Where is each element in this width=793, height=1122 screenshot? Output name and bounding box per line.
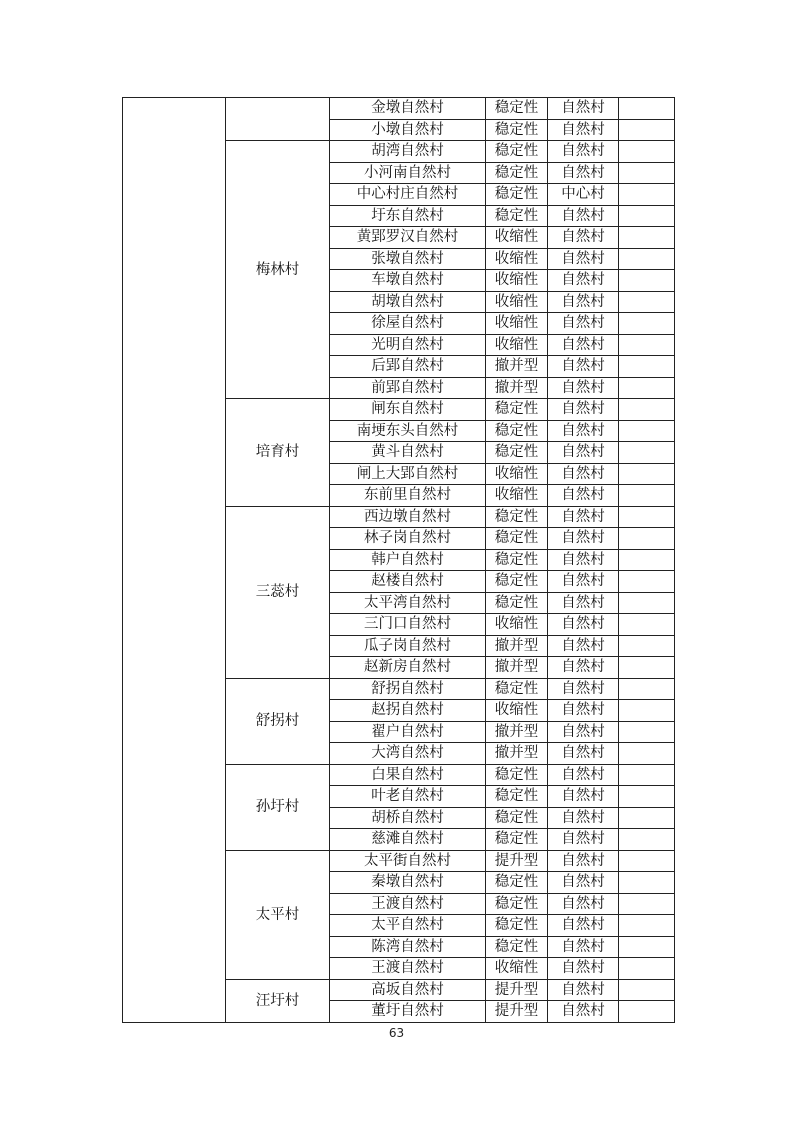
village-name-cell: 赵拐自然村 xyxy=(330,700,486,722)
village-name-cell: 太平街自然村 xyxy=(330,850,486,872)
village-type-cell: 稳定性 xyxy=(486,592,548,614)
village-name-cell: 闸东自然村 xyxy=(330,399,486,421)
village-category-cell: 自然村 xyxy=(548,893,619,915)
village-category-cell: 自然村 xyxy=(548,205,619,227)
notes-cell xyxy=(619,528,675,550)
village-type-cell: 提升型 xyxy=(486,1001,548,1023)
village-name-cell: 舒拐自然村 xyxy=(330,678,486,700)
village-name-cell: 叶老自然村 xyxy=(330,786,486,808)
village-category-cell: 自然村 xyxy=(548,291,619,313)
village-type-cell: 收缩性 xyxy=(486,485,548,507)
village-category-cell: 自然村 xyxy=(548,614,619,636)
notes-cell xyxy=(619,205,675,227)
village-name-cell: 金墩自然村 xyxy=(330,98,486,120)
village-category-cell: 自然村 xyxy=(548,356,619,378)
notes-cell xyxy=(619,184,675,206)
village-planning-table xyxy=(122,97,675,1023)
notes-cell xyxy=(619,399,675,421)
village-category-cell: 自然村 xyxy=(548,442,619,464)
village-category-cell: 自然村 xyxy=(548,334,619,356)
notes-cell xyxy=(619,764,675,786)
village-category-cell: 自然村 xyxy=(548,162,619,184)
village-category-cell: 自然村 xyxy=(548,528,619,550)
notes-cell xyxy=(619,786,675,808)
notes-cell xyxy=(619,377,675,399)
village-type-cell: 稳定性 xyxy=(486,506,548,528)
village-category-cell: 自然村 xyxy=(548,377,619,399)
village-category-cell: 自然村 xyxy=(548,979,619,1001)
village-type-cell: 稳定性 xyxy=(486,205,548,227)
village-name-cell: 南埂东头自然村 xyxy=(330,420,486,442)
village-type-cell: 收缩性 xyxy=(486,958,548,980)
village-type-cell: 稳定性 xyxy=(486,915,548,937)
village-name-cell: 东前里自然村 xyxy=(330,485,486,507)
notes-cell xyxy=(619,356,675,378)
village-type-cell: 收缩性 xyxy=(486,270,548,292)
village-name-cell: 后郢自然村 xyxy=(330,356,486,378)
village-planning-table-container xyxy=(122,97,675,1023)
village-category-cell: 自然村 xyxy=(548,420,619,442)
village-category-cell: 自然村 xyxy=(548,549,619,571)
notes-cell xyxy=(619,829,675,851)
village-category-cell: 自然村 xyxy=(548,313,619,335)
village-name-cell: 胡桥自然村 xyxy=(330,807,486,829)
village-category-cell: 自然村 xyxy=(548,571,619,593)
village-name-cell: 翟户自然村 xyxy=(330,721,486,743)
notes-cell xyxy=(619,743,675,765)
village-name-cell: 前郢自然村 xyxy=(330,377,486,399)
village-type-cell: 收缩性 xyxy=(486,291,548,313)
village-category-cell: 自然村 xyxy=(548,98,619,120)
village-category-cell: 自然村 xyxy=(548,119,619,141)
village-type-cell: 稳定性 xyxy=(486,807,548,829)
village-name-cell: 慈滩自然村 xyxy=(330,829,486,851)
notes-cell xyxy=(619,915,675,937)
village-name-cell: 徐屋自然村 xyxy=(330,313,486,335)
village-category-cell: 自然村 xyxy=(548,936,619,958)
village-category-cell: 自然村 xyxy=(548,506,619,528)
village-category-cell: 自然村 xyxy=(548,227,619,249)
notes-cell xyxy=(619,936,675,958)
notes-cell xyxy=(619,614,675,636)
village-category-cell: 自然村 xyxy=(548,657,619,679)
notes-cell xyxy=(619,893,675,915)
notes-cell xyxy=(619,270,675,292)
village-name-cell: 瓜子岗自然村 xyxy=(330,635,486,657)
village-name-cell: 高坂自然村 xyxy=(330,979,486,1001)
village-name-cell: 大湾自然村 xyxy=(330,743,486,765)
admin-village-cell: 孙圩村 xyxy=(226,764,330,850)
notes-cell xyxy=(619,678,675,700)
notes-cell xyxy=(619,850,675,872)
village-name-cell: 陈湾自然村 xyxy=(330,936,486,958)
village-type-cell: 收缩性 xyxy=(486,313,548,335)
village-type-cell: 撤并型 xyxy=(486,356,548,378)
notes-cell xyxy=(619,313,675,335)
village-name-cell: 林子岗自然村 xyxy=(330,528,486,550)
village-category-cell: 自然村 xyxy=(548,850,619,872)
admin-village-cell: 太平村 xyxy=(226,850,330,979)
village-category-cell: 自然村 xyxy=(548,463,619,485)
village-type-cell: 稳定性 xyxy=(486,549,548,571)
village-type-cell: 稳定性 xyxy=(486,162,548,184)
village-type-cell: 撤并型 xyxy=(486,743,548,765)
village-name-cell: 秦墩自然村 xyxy=(330,872,486,894)
village-name-cell: 黄斗自然村 xyxy=(330,442,486,464)
village-name-cell: 圩东自然村 xyxy=(330,205,486,227)
notes-cell xyxy=(619,1001,675,1023)
notes-cell xyxy=(619,571,675,593)
village-type-cell: 稳定性 xyxy=(486,764,548,786)
village-type-cell: 收缩性 xyxy=(486,463,548,485)
notes-cell xyxy=(619,248,675,270)
village-name-cell: 太平自然村 xyxy=(330,915,486,937)
village-category-cell: 自然村 xyxy=(548,248,619,270)
village-type-cell: 稳定性 xyxy=(486,829,548,851)
village-category-cell: 自然村 xyxy=(548,786,619,808)
village-name-cell: 光明自然村 xyxy=(330,334,486,356)
village-category-cell: 自然村 xyxy=(548,141,619,163)
village-type-cell: 稳定性 xyxy=(486,936,548,958)
village-type-cell: 稳定性 xyxy=(486,571,548,593)
admin-village-cell: 舒拐村 xyxy=(226,678,330,764)
village-name-cell: 太平湾自然村 xyxy=(330,592,486,614)
village-category-cell: 自然村 xyxy=(548,764,619,786)
village-category-cell: 自然村 xyxy=(548,270,619,292)
village-name-cell: 张墩自然村 xyxy=(330,248,486,270)
notes-cell xyxy=(619,119,675,141)
village-type-cell: 收缩性 xyxy=(486,334,548,356)
village-category-cell: 自然村 xyxy=(548,829,619,851)
village-category-cell: 自然村 xyxy=(548,1001,619,1023)
village-category-cell: 自然村 xyxy=(548,958,619,980)
village-name-cell: 车墩自然村 xyxy=(330,270,486,292)
village-type-cell: 撤并型 xyxy=(486,657,548,679)
village-category-cell: 自然村 xyxy=(548,678,619,700)
village-name-cell: 黄郢罗汉自然村 xyxy=(330,227,486,249)
notes-cell xyxy=(619,334,675,356)
admin-village-cell xyxy=(226,98,330,141)
village-name-cell: 王渡自然村 xyxy=(330,958,486,980)
table-body xyxy=(123,98,675,1023)
admin-village-cell: 梅林村 xyxy=(226,141,330,399)
village-type-cell: 撤并型 xyxy=(486,721,548,743)
notes-cell xyxy=(619,807,675,829)
notes-cell xyxy=(619,506,675,528)
notes-cell xyxy=(619,657,675,679)
notes-cell xyxy=(619,549,675,571)
village-type-cell: 收缩性 xyxy=(486,700,548,722)
village-category-cell: 自然村 xyxy=(548,872,619,894)
table-row xyxy=(123,98,675,120)
village-type-cell: 稳定性 xyxy=(486,528,548,550)
village-name-cell: 胡墩自然村 xyxy=(330,291,486,313)
village-type-cell: 稳定性 xyxy=(486,399,548,421)
village-type-cell: 提升型 xyxy=(486,850,548,872)
village-type-cell: 稳定性 xyxy=(486,98,548,120)
village-name-cell: 三门口自然村 xyxy=(330,614,486,636)
village-name-cell: 胡湾自然村 xyxy=(330,141,486,163)
notes-cell xyxy=(619,485,675,507)
notes-cell xyxy=(619,958,675,980)
notes-cell xyxy=(619,721,675,743)
village-name-cell: 赵楼自然村 xyxy=(330,571,486,593)
village-type-cell: 收缩性 xyxy=(486,227,548,249)
admin-village-cell: 汪圩村 xyxy=(226,979,330,1022)
admin-village-cell: 三蕊村 xyxy=(226,506,330,678)
village-type-cell: 收缩性 xyxy=(486,248,548,270)
notes-cell xyxy=(619,98,675,120)
village-type-cell: 稳定性 xyxy=(486,678,548,700)
notes-cell xyxy=(619,872,675,894)
village-type-cell: 稳定性 xyxy=(486,184,548,206)
village-type-cell: 稳定性 xyxy=(486,141,548,163)
village-category-cell: 自然村 xyxy=(548,743,619,765)
village-type-cell: 稳定性 xyxy=(486,119,548,141)
village-type-cell: 稳定性 xyxy=(486,442,548,464)
village-type-cell: 撤并型 xyxy=(486,377,548,399)
village-name-cell: 中心村庄自然村 xyxy=(330,184,486,206)
village-category-cell: 自然村 xyxy=(548,592,619,614)
village-type-cell: 稳定性 xyxy=(486,893,548,915)
notes-cell xyxy=(619,162,675,184)
notes-cell xyxy=(619,227,675,249)
village-category-cell: 自然村 xyxy=(548,399,619,421)
township-cell xyxy=(123,98,226,1023)
notes-cell xyxy=(619,141,675,163)
village-type-cell: 收缩性 xyxy=(486,614,548,636)
notes-cell xyxy=(619,420,675,442)
village-category-cell: 自然村 xyxy=(548,635,619,657)
notes-cell xyxy=(619,291,675,313)
village-name-cell: 董圩自然村 xyxy=(330,1001,486,1023)
village-type-cell: 稳定性 xyxy=(486,872,548,894)
village-category-cell: 自然村 xyxy=(548,915,619,937)
village-category-cell: 中心村 xyxy=(548,184,619,206)
village-category-cell: 自然村 xyxy=(548,700,619,722)
village-category-cell: 自然村 xyxy=(548,721,619,743)
village-type-cell: 稳定性 xyxy=(486,786,548,808)
village-type-cell: 提升型 xyxy=(486,979,548,1001)
notes-cell xyxy=(619,635,675,657)
village-category-cell: 自然村 xyxy=(548,807,619,829)
notes-cell xyxy=(619,463,675,485)
village-name-cell: 白果自然村 xyxy=(330,764,486,786)
village-type-cell: 稳定性 xyxy=(486,420,548,442)
notes-cell xyxy=(619,979,675,1001)
village-category-cell: 自然村 xyxy=(548,485,619,507)
notes-cell xyxy=(619,442,675,464)
village-name-cell: 小墩自然村 xyxy=(330,119,486,141)
village-name-cell: 西边墩自然村 xyxy=(330,506,486,528)
notes-cell xyxy=(619,592,675,614)
village-name-cell: 闸上大郢自然村 xyxy=(330,463,486,485)
village-name-cell: 王渡自然村 xyxy=(330,893,486,915)
village-name-cell: 韩户自然村 xyxy=(330,549,486,571)
village-name-cell: 小河南自然村 xyxy=(330,162,486,184)
notes-cell xyxy=(619,700,675,722)
page-number: 63 xyxy=(388,1026,405,1040)
village-type-cell: 撤并型 xyxy=(486,635,548,657)
admin-village-cell: 培育村 xyxy=(226,399,330,507)
village-name-cell: 赵新房自然村 xyxy=(330,657,486,679)
